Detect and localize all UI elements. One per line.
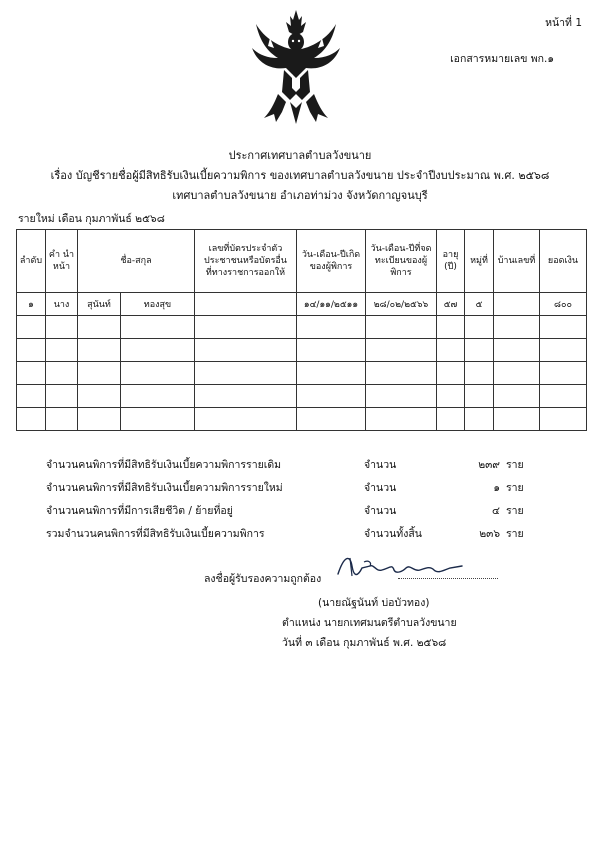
col-header-prefix: คำ นำหน้า (46, 230, 78, 293)
col-header-age: อายุ (ปี) (437, 230, 465, 293)
summary-label: รวมจำนวนคนพิการที่มีสิทธิรับเงินเบี้ยความพิการ (46, 528, 265, 540)
summary-count: ๒๓๖ (479, 528, 500, 540)
cell-id (195, 316, 297, 339)
cell-age (437, 385, 465, 408)
cell-first-name (78, 408, 121, 431)
cell-amount (540, 339, 587, 362)
cell-prefix (46, 408, 78, 431)
cell-moo (465, 339, 494, 362)
cell-prefix: นาง (46, 293, 78, 316)
cell-id (195, 339, 297, 362)
cell-moo (465, 316, 494, 339)
summary-row-existing (46, 456, 566, 479)
cell-id (195, 408, 297, 431)
cell-amount (540, 316, 587, 339)
col-header-amount: ยอดเงิน (540, 230, 587, 293)
cell-amount: ๘๐๐ (540, 293, 587, 316)
cell-house (494, 293, 540, 316)
col-header-moo: หมู่ที่ (465, 230, 494, 293)
cell-prefix (46, 316, 78, 339)
table-row (17, 339, 587, 362)
summary-unit: ราย (506, 482, 524, 494)
certify-label: ลงชื่อผู้รับรองความถูกต้อง (204, 573, 322, 585)
cell-id (195, 293, 297, 316)
cell-no: ๑ (17, 293, 46, 316)
cell-id (195, 362, 297, 385)
summary-count: ๑ (493, 482, 500, 494)
summary-label: จำนวนคนพิการที่มีสิทธิรับเงินเบี้ยความพิการรายใหม่ (46, 482, 283, 494)
cell-moo (465, 362, 494, 385)
cell-reg (366, 385, 437, 408)
subject-line: เรื่อง บัญชีรายชื่อผู้มีสิทธิรับเงินเบี้ยความพิการ ของเทศบาลตำบลวังขนาย ประจำปีงบประมาณ พ.ศ. ๒๕๖๘ (50, 169, 550, 182)
cell-house (494, 408, 540, 431)
summary-count-label: จำนวนทั้งสิ้น (364, 528, 422, 540)
cell-first-name (78, 316, 121, 339)
table-row (17, 293, 587, 316)
cell-no (17, 362, 46, 385)
cell-house (494, 339, 540, 362)
col-header-name: ชื่อ-สกุล (78, 230, 195, 293)
cell-last-name (121, 408, 195, 431)
cell-dob (297, 408, 366, 431)
summary-count-label: จำนวน (364, 505, 397, 517)
cell-first-name (78, 362, 121, 385)
summary-count: ๒๓๙ (478, 459, 500, 471)
summary-unit: ราย (506, 459, 524, 471)
cell-first-name (78, 385, 121, 408)
cell-dob (297, 362, 366, 385)
announcement-title: ประกาศเทศบาลตำบลวังขนาย (228, 149, 372, 162)
summary-block (46, 456, 566, 548)
cell-first-name: สุนันท์ (78, 293, 121, 316)
summary-label: จำนวนคนพิการที่มีสิทธิรับเงินเบี้ยความพิการรายเดิม (46, 459, 282, 471)
summary-unit: ราย (506, 528, 524, 540)
cell-age (437, 408, 465, 431)
cell-reg (366, 339, 437, 362)
cell-prefix (46, 362, 78, 385)
cell-reg (366, 362, 437, 385)
cell-moo (465, 408, 494, 431)
summary-unit: ราย (506, 505, 524, 517)
cell-last-name: ทองสุข (121, 293, 195, 316)
beneficiary-table (16, 229, 587, 431)
cell-age: ๕๗ (437, 293, 465, 316)
col-header-no: ลำดับ (17, 230, 46, 293)
cell-age (437, 339, 465, 362)
cell-reg (366, 408, 437, 431)
cell-house (494, 385, 540, 408)
cell-reg (366, 316, 437, 339)
cell-no (17, 339, 46, 362)
cell-moo (465, 385, 494, 408)
cell-id (195, 385, 297, 408)
cell-moo: ๕ (465, 293, 494, 316)
col-header-dob: วัน-เดือน-ปีเกิด ของผู้พิการ (297, 230, 366, 293)
summary-label: จำนวนคนพิการที่มีการเสียชีวิต / ย้ายที่อยู่ (46, 505, 233, 517)
summary-row-removed (46, 502, 566, 525)
cell-last-name (121, 316, 195, 339)
col-header-house: บ้านเลขที่ (494, 230, 540, 293)
cell-amount (540, 408, 587, 431)
summary-count-label: จำนวน (364, 482, 397, 494)
signer-name: (นายณัฐนันท์ บ่อบัวทอง) (318, 597, 430, 609)
cell-no (17, 316, 46, 339)
cell-no (17, 408, 46, 431)
cell-last-name (121, 362, 195, 385)
cell-prefix (46, 339, 78, 362)
cell-prefix (46, 385, 78, 408)
cell-last-name (121, 385, 195, 408)
summary-count: ๔ (492, 505, 500, 517)
cell-house (494, 316, 540, 339)
cell-no (17, 385, 46, 408)
cell-amount (540, 362, 587, 385)
document-number: เอกสารหมายเลข พก.๑ (450, 53, 554, 65)
cell-dob: ๑๔/๑๑/๒๕๑๑ (297, 293, 366, 316)
summary-row-new (46, 479, 566, 502)
cell-last-name (121, 339, 195, 362)
cell-dob (297, 339, 366, 362)
cell-dob (297, 316, 366, 339)
table-row (17, 316, 587, 339)
table-row (17, 362, 587, 385)
handwritten-signature (330, 552, 470, 586)
list-month-label: รายใหม่ เดือน กุมภาพันธ์ ๒๕๖๘ (18, 213, 165, 225)
cell-age (437, 316, 465, 339)
cell-reg: ๒๘/๐๒/๒๕๖๖ (366, 293, 437, 316)
cell-age (437, 362, 465, 385)
garuda-emblem-icon (250, 8, 342, 126)
signer-position: ตำแหน่ง นายกเทศมนตรีตำบลวังขนาย (282, 617, 457, 629)
cell-dob (297, 385, 366, 408)
municipality-line: เทศบาลตำบลวังขนาย อำเภอท่าม่วง จังหวัดกาญจนบุรี (172, 189, 428, 202)
table-row (17, 408, 587, 431)
col-header-id: เลขที่บัตรประจำตัวประชาชนหรือบัตรอื่นที่ทางราชการออกให้ (195, 230, 297, 293)
col-header-reg: วัน-เดือน-ปีที่จดทะเบียนของผู้พิการ (366, 230, 437, 293)
cell-amount (540, 385, 587, 408)
summary-count-label: จำนวน (364, 459, 397, 471)
cell-first-name (78, 339, 121, 362)
summary-row-total (46, 525, 566, 548)
cell-house (494, 362, 540, 385)
signed-date: วันที่ ๓ เดือน กุมภาพันธ์ พ.ศ. ๒๕๖๘ (282, 637, 447, 649)
table-row (17, 385, 587, 408)
page-number: หน้าที่ 1 (545, 17, 582, 29)
